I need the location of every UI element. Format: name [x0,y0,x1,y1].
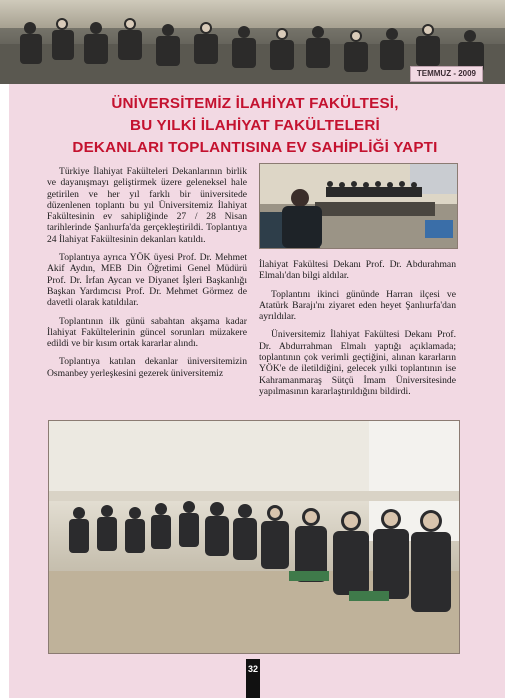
article-right-column [259,259,456,404]
article-paragraph: Toplantıya katılan dekanlar üniversitemizin Osmanbey yerleşkesini gezerek üniversitemiz [47,356,247,379]
title-line-2: BU YILKİ İLAHİYAT FAKÜLTELERİ [130,117,380,134]
title-line-1: ÜNİVERSİTEMİZ İLAHİYAT FAKÜLTESİ, [111,95,399,112]
issue-date-tag: TEMMUZ - 2009 [410,66,483,82]
article-paragraph: İlahiyat Fakültesi Dekanı Prof. Dr. Abdurahman Elmalı'dan bilgi aldılar. [259,259,456,282]
left-margin-stripe [0,84,9,698]
meeting-hall-photo [259,163,458,249]
article-paragraph: Toplantıya ayrıca YÖK üyesi Prof. Dr. Mehmet Akif Aydın, MEB Din Öğretimi Genel Müdürü Prof. Dr. İrfan Aycan ve Diyanet İşleri Başkanlığı Başkan Yardımcısı Prof. Dr. Mehmet Görmez de davetli olarak katıldılar. [47,252,247,309]
title-line-3: DEKANLARI TOPLANTISINA EV SAHİPLİĞİ YAPTI [72,139,438,156]
article-paragraph: Türkiye İlahiyat Fakülteleri Dekanlarının birlik ve dayanışmayı geliştirmek üzere geleneksel hale getirilen ve her yıl farklı bir üniversitede düzenlenen toplantı bu yıl Üniversitemiz İlahiyat Fakültesinin ev sahipliğinde 27 / 28 Nisan tarihlerinde Şanlıurfa'da gerçekleştirildi. Toplantıya 24 İlahiyat Fakültesinin dekanları katıldı. [47,166,247,245]
article-title [30,93,480,159]
group-photo [48,420,460,654]
article-paragraph: Toplantının ilk günü sabahtan akşama kadar İlahiyat Fakültelerinin güncel sorunları müzakere edildi ve bir kısım ortak kararlar alındı. [47,315,247,350]
header-banner-photo [0,0,505,84]
article-paragraph: Toplantını ikinci gününde Harran ilçesi ve Atatürk Barajı'nı ziyaret eden heyet Şanlıurfa'dan ayrıldılar. [259,288,456,323]
article-paragraph: Üniversitemiz İlahiyat Fakültesi Dekanı Prof. Dr. Abdurrahman Elmalı yaptığı açıklamada; toplantının çok verimli geçtiğini, alınan kararların YÖK'e de iletildiğini, gelecek yılki toplantının ise Kahramanmaraş Sütçü İmam Üniversitesinde yapılmasının kararlaştırıldığını bildirdi. [259,329,456,397]
page-number: 32 [246,659,260,698]
article-left-column [47,166,247,386]
